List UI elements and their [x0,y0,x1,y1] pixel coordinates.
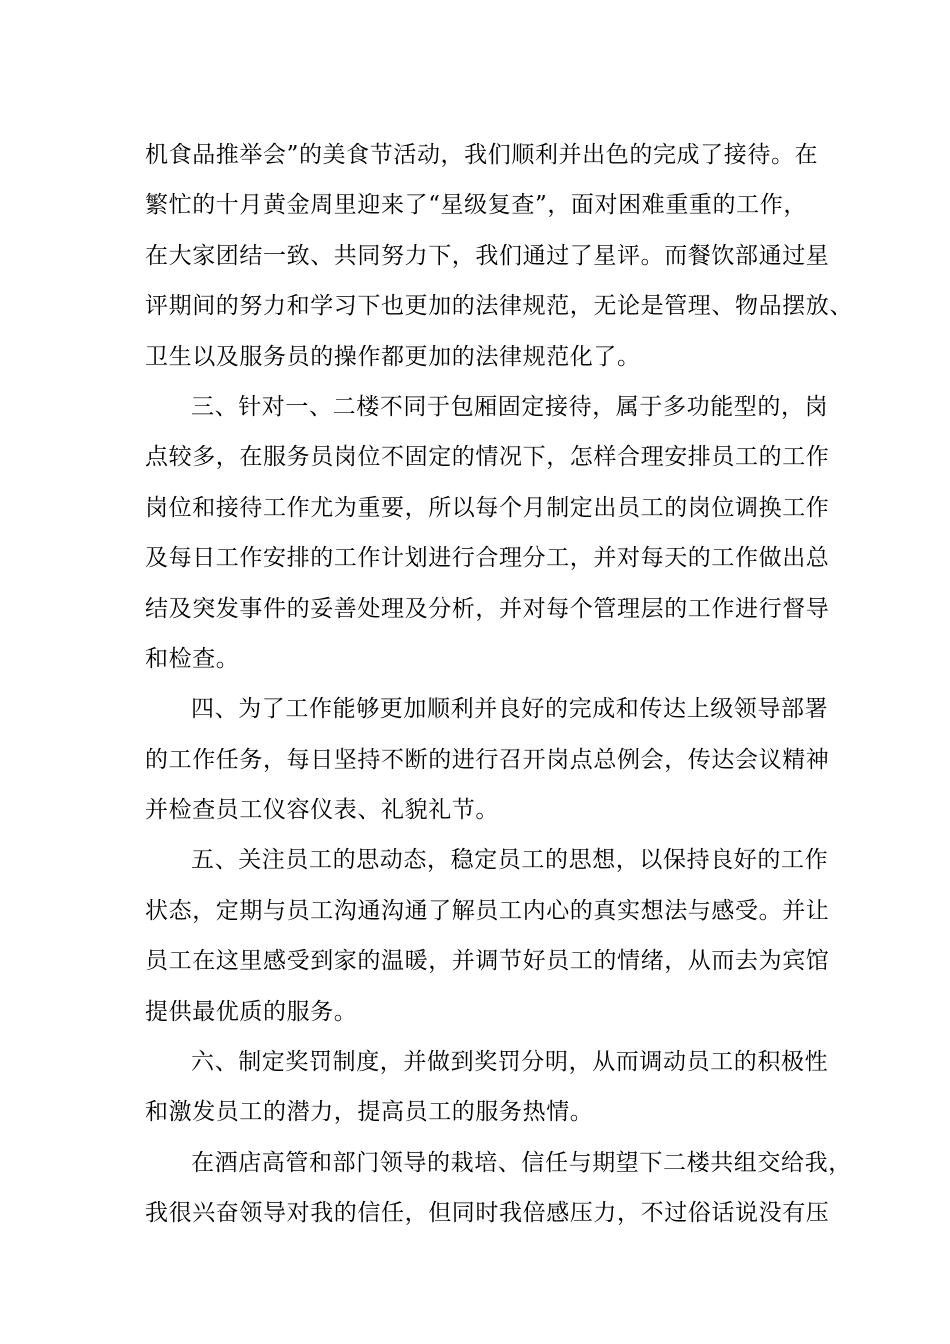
document-body [145,130,853,1239]
paragraph-2-line-5: 结及突发事件的妥善处理及分析，并对每个管理层的工作进行督导 [145,595,830,622]
paragraph-2-line-1: 三、针对一、二楼不同于包厢固定接待，属于多功能型的，岗 [191,393,829,420]
paragraph-3-line-3: 并检查员工仪容仪表、礼貌礼节。 [145,797,499,824]
paragraph-4-line-4: 提供最优质的服务。 [145,998,358,1025]
paragraph-2-line-3: 岗位和接待工作尤为重要，所以每个月制定出员工的岗位调换工作 [145,494,830,521]
paragraph-6-line-1: 在酒店高管和部门领导的栽培、信任与期望下二楼共组交给我， [191,1149,852,1176]
paragraph-1-line-1: 机食品推举会”的美食节活动，我们顺利并出色的完成了接待。在 [145,142,819,168]
paragraph-4-line-2: 状态，定期与员工沟通沟通了解员工内心的真实想法与感受。并让 [145,897,830,924]
paragraph-3-line-2: 的工作任务，每日坚持不断的进行召开岗点总例会，传达会议精神 [145,746,830,773]
paragraph-3-line-1: 四、为了工作能够更加顺利并良好的完成和传达上级领导部署 [191,696,829,723]
paragraph-1-line-2: 繁忙的十月黄金周里迎来了“星级复查”，面对困难重重的工作， [145,192,807,219]
paragraph-2-line-4: 及每日工作安排的工作计划进行合理分工，并对每天的工作做出总 [145,545,830,572]
paragraph-2-line-6: 和检查。 [145,645,240,672]
paragraph-1-line-3: 在大家团结一致、共同努力下，我们通过了星评。而餐饮部通过星 [145,242,830,269]
paragraph-2-line-2: 点较多，在服务员岗位不固定的情况下，怎样合理安排员工的工作 [145,444,830,471]
paragraph-5-line-1: 六、制定奖罚制度，并做到奖罚分明，从而调动员工的积极性 [191,1049,829,1076]
paragraph-1-line-5: 卫生以及服务员的操作都更加的法律规范化了。 [145,343,641,370]
paragraph-4-line-1: 五、关注员工的思动态，稳定员工的思想，以保持良好的工作 [191,847,829,874]
paragraph-5-line-2: 和激发员工的潜力，提高员工的服务热情。 [145,1099,594,1126]
paragraph-6-line-2: 我很兴奋领导对我的信任，但同时我倍感压力，不过俗话说没有压 [145,1200,830,1227]
paragraph-4-line-3: 员工在这里感受到家的温暖，并调节好员工的情绪，从而去为宾馆 [145,948,830,975]
paragraph-1-line-4: 评期间的努力和学习下也更加的法律规范，无论是管理、物品摆放、 [145,293,853,320]
